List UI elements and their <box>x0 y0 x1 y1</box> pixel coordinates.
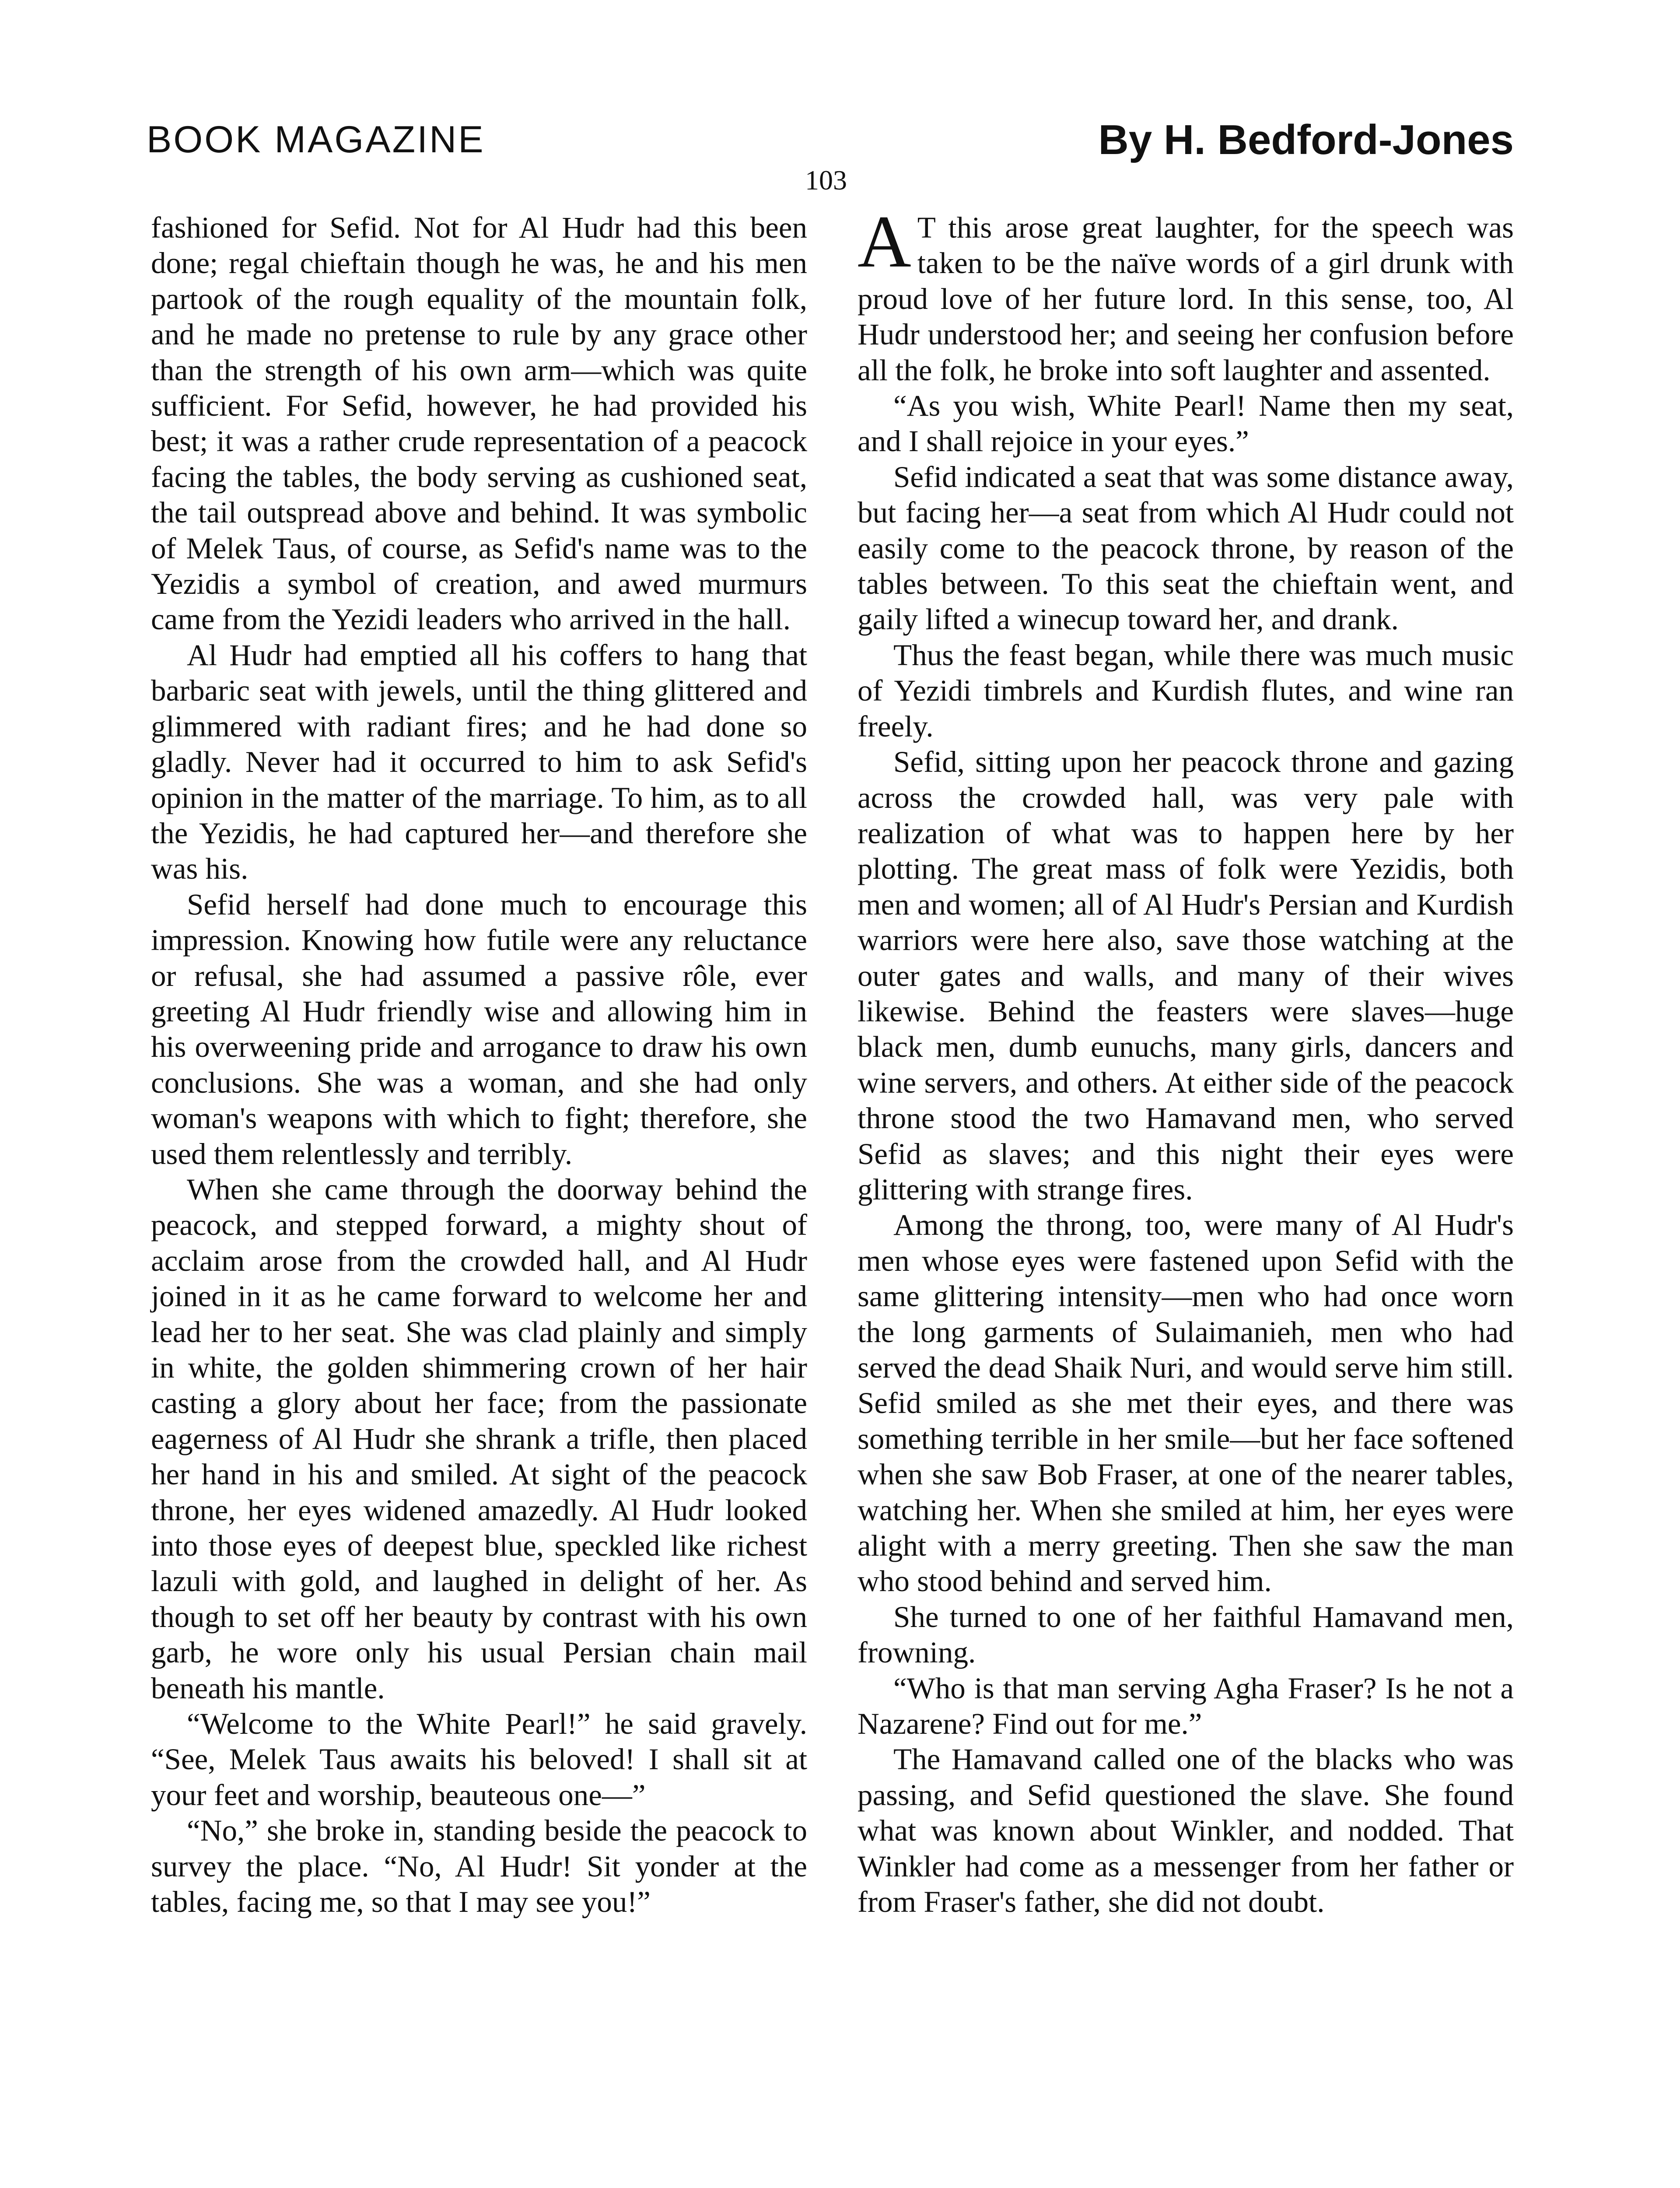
paragraph: She turned to one of her faithful Hamavand men, frowning. <box>858 1600 1514 1669</box>
paragraph: “As you wish, White Pearl! Name then my seat, and I shall rejoice in your eyes.” <box>858 389 1514 458</box>
magazine-title: BOOK MAGAZINE <box>147 119 485 161</box>
left-column <box>151 210 807 1920</box>
paragraph: “Who is that man serving Agha Fraser? Is he not a Nazarene? Find out for me.” <box>858 1671 1514 1741</box>
paragraph: Al Hudr had emptied all his coffers to hang that barbaric seat with jewels, until the thing glittered and glimmered with radiant fires; and he had done so gladly. Never had it occurred to him to ask Sefid's opinion in the matter of the marriage. To him, as to all the Yezidis, he had captured her—and therefore she was his. <box>151 638 807 886</box>
paragraph: When she came through the doorway behind the peacock, and stepped forward, a mighty shout of acclaim arose from the crowded hall, and Al Hudr joined in it as he came forward to welcome her and lead her to her seat. She was clad plainly and simply in white, the golden shimmering crown of her hair casting a glory about her face; from the passionate eagerness of Al Hudr she shrank a trifle, then placed her hand in his and smiled. At sight of the peacock throne, her eyes widened amazedly. Al Hudr looked into those eyes of deepest blue, speckled like richest lazuli with gold, and laughed in delight of her. As though to set off her beauty by contrast with his own garb, he wore only his usual Persian chain mail beneath his mantle. <box>151 1172 807 1705</box>
paragraph: fashioned for Sefid. Not for Al Hudr had this been done; regal chieftain though he was, he and his men partook of the rough equality of the mountain folk, and he made no pretense to rule by any grace other than the strength of his own arm—which was quite sufficient. For Sefid, however, he had provided his best; it was a rather crude representation of a peacock facing the tables, the body serving as cushioned seat, the tail outspread above and behind. It was symbolic of Melek Taus, of course, as Sefid's name was to the Yezidis a symbol of creation, and awed murmurs came from the Yezidi leaders who arrived in the hall. <box>151 211 807 636</box>
opening-paragraph <box>858 200 1514 388</box>
paragraph: “No,” she broke in, standing beside the peacock to survey the place. “No, Al Hudr! Sit yonder at the tables, facing me, so that I may see you!” <box>151 1814 807 1919</box>
paragraph: Sefid indicated a seat that was some distance away, but facing her—a seat from which Al Hudr could not easily come to the peacock throne, by reason of the tables between. To this seat the chieftain went, and gaily lifted a winecup toward her, and drank. <box>858 460 1514 636</box>
paragraph: Sefid, sitting upon her peacock throne and gazing across the crowded hall, was very pale with realization of what was to happen here by her plotting. The great mass of folk were Yezidis, both men and women; all of Al Hudr's Persian and Kurdish warriors were here also, save those watching at the outer gates and walls, and many of their wives likewise. Behind the feasters were slaves—huge black men, dumb eunuchs, many girls, dancers and wine servers, and others. At either side of the peacock throne stood the two Hamavand men, who served Sefid as slaves; and this night their eyes were glittering with strange fires. <box>858 745 1514 1206</box>
opening-paragraph-text: T this arose great laughter, for the speech was taken to be the naïve words of a girl drunk with proud love of her future lord. In this sense, too, Al Hudr understood her; and seeing her confusion before all the folk, he broke into soft laughter and assented. <box>858 211 1514 387</box>
paragraph: Thus the feast began, while there was much music of Yezidi timbrels and Kurdish flutes, and wine ran freely. <box>858 638 1514 743</box>
paragraph: Among the throng, too, were many of Al Hudr's men whose eyes were fastened upon Sefid with the same glittering intensity—men who had once worn the long garments of Sulaimanieh, men who had served the dead Shaik Nuri, and would serve him still. Sefid smiled as she met their eyes, and there was something terrible in her smile—but her face softened when she saw Bob Fraser, at one of the nearer tables, watching her. When she smiled at him, her eyes were alight with a merry greeting. Then she saw the man who stood behind and served him. <box>858 1208 1514 1598</box>
paragraph: The Hamavand called one of the blacks who was passing, and Sefid questioned the slave. She found what was known about Winkler, and nodded. That Winkler had come as a messenger from her father or from Fraser's father, she did not doubt. <box>858 1743 1514 1919</box>
page-number: 103 <box>805 165 847 196</box>
right-column <box>858 200 1514 1920</box>
author-byline: By H. Bedford-Jones <box>1098 116 1514 163</box>
drop-cap: A <box>858 200 911 283</box>
paragraph: Sefid herself had done much to encourage this impression. Knowing how futile were any reluctance or refusal, she had assumed a passive rôle, ever greeting Al Hudr friendly wise and allowing him in his overweening pride and arrogance to draw his own conclusions. She was a woman, and she had only woman's weapons with which to fight; therefore, she used them relentlessly and terribly. <box>151 887 807 1171</box>
paragraph: “Welcome to the White Pearl!” he said gravely. “See, Melek Taus awaits his beloved! I shall sit at your feet and worship, beauteous one—” <box>151 1707 807 1812</box>
